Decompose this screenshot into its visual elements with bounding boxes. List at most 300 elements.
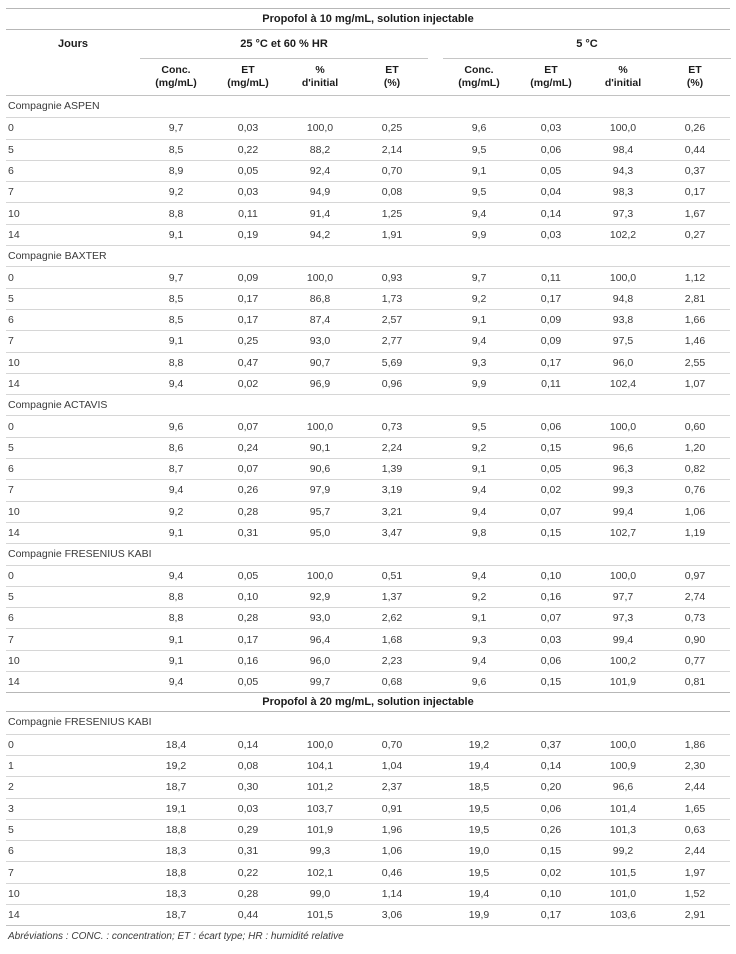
table-row <box>6 565 730 586</box>
day-cell: 1 <box>8 760 14 773</box>
cell-conc: 9,1 <box>471 463 487 476</box>
subheader-line1: ET <box>241 64 255 76</box>
cell-et: 0,02 <box>540 484 562 497</box>
subheader-et-pct <box>356 59 428 95</box>
cell-pct-initial: 100,2 <box>609 654 637 667</box>
cell-et: 0,07 <box>540 612 562 625</box>
cell-et-pct: 0,90 <box>684 633 706 646</box>
cell-pct-initial: 96,4 <box>309 633 331 646</box>
cell-conc: 9,5 <box>471 143 487 156</box>
cell-conc: 9,4 <box>168 676 184 689</box>
cell-conc: 8,6 <box>168 441 184 454</box>
cell-et: 0,20 <box>540 781 562 794</box>
table-row <box>6 415 730 436</box>
cell-et-pct: 0,82 <box>684 463 706 476</box>
cell-conc: 9,8 <box>471 527 487 540</box>
cell-et: 0,17 <box>237 292 259 305</box>
cell-conc: 18,7 <box>165 909 187 922</box>
table-title: Propofol à 20 mg/mL, solution injectable <box>6 692 730 712</box>
cell-et-pct: 1,19 <box>684 527 706 540</box>
table-row <box>6 883 730 904</box>
cell-et-pct: 1,14 <box>381 887 403 900</box>
cell-conc: 18,7 <box>165 781 187 794</box>
cell-conc: 9,6 <box>168 420 184 433</box>
day-cell: 10 <box>8 654 20 667</box>
cell-conc: 18,8 <box>165 866 187 879</box>
cell-et-pct: 0,25 <box>381 122 403 135</box>
cell-et-pct: 1,66 <box>684 314 706 327</box>
cell-et-pct: 1,86 <box>684 738 706 751</box>
cell-pct-initial: 94,3 <box>612 165 634 178</box>
subheader-line2: (mg/mL) <box>227 76 269 89</box>
cell-et-pct: 2,37 <box>381 781 403 794</box>
cell-et: 0,09 <box>540 335 562 348</box>
cell-conc: 8,7 <box>168 463 184 476</box>
day-cell: 14 <box>8 527 20 540</box>
cell-et: 0,05 <box>237 569 259 582</box>
section-row <box>6 712 730 733</box>
table-row <box>6 798 730 819</box>
cell-et: 0,19 <box>237 228 259 241</box>
cell-et-pct: 2,77 <box>381 335 403 348</box>
cell-et: 0,14 <box>237 738 259 751</box>
cell-pct-initial: 86,8 <box>309 292 331 305</box>
cell-et: 0,07 <box>540 505 562 518</box>
cell-et-pct: 1,25 <box>381 207 403 220</box>
cell-et-pct: 1,07 <box>684 378 706 390</box>
day-cell: 10 <box>8 505 20 518</box>
cell-pct-initial: 102,7 <box>609 527 637 540</box>
cell-et-pct: 2,23 <box>381 654 403 667</box>
cell-et-pct: 0,97 <box>684 569 706 582</box>
day-cell: 0 <box>8 420 14 433</box>
cell-pct-initial: 100,0 <box>609 271 637 284</box>
cell-et-pct: 1,68 <box>381 633 403 646</box>
cell-conc: 18,5 <box>468 781 490 794</box>
cell-et-pct: 0,73 <box>381 420 403 433</box>
cell-pct-initial: 101,5 <box>609 866 637 879</box>
cell-et: 0,47 <box>237 356 259 369</box>
cell-et: 0,05 <box>540 165 562 178</box>
cell-conc: 18,3 <box>165 845 187 858</box>
cell-pct-initial: 90,7 <box>309 356 331 369</box>
cell-et-pct: 0,81 <box>684 676 706 689</box>
day-cell: 7 <box>8 866 14 879</box>
table-row <box>6 628 730 649</box>
cell-conc: 19,1 <box>165 802 187 815</box>
cell-et: 0,02 <box>237 378 259 390</box>
cell-pct-initial: 100,0 <box>609 420 637 433</box>
cell-et: 0,08 <box>237 760 259 773</box>
table-row <box>6 671 730 692</box>
cell-et-pct: 1,97 <box>684 866 706 879</box>
cell-et-pct: 1,12 <box>684 271 706 284</box>
cell-et: 0,11 <box>541 271 561 284</box>
cell-et: 0,25 <box>237 335 259 348</box>
cell-et: 0,24 <box>237 441 259 454</box>
cell-conc: 18,3 <box>165 887 187 900</box>
cell-pct-initial: 88,2 <box>309 143 331 156</box>
cell-et: 0,29 <box>237 823 259 836</box>
subheader-line1: % <box>315 64 325 76</box>
day-cell: 14 <box>8 228 20 241</box>
day-cell: 6 <box>8 463 14 476</box>
subheader-pct-initial <box>284 59 356 95</box>
cell-pct-initial: 98,4 <box>612 143 634 156</box>
cell-et-pct: 0,63 <box>684 823 706 836</box>
cell-pct-initial: 94,2 <box>309 228 331 241</box>
cell-conc: 9,2 <box>471 441 487 454</box>
cell-conc: 9,7 <box>168 122 184 135</box>
cell-et-pct: 0,17 <box>684 186 706 199</box>
day-cell: 0 <box>8 122 14 135</box>
table-row <box>6 607 730 628</box>
cell-et-pct: 0,08 <box>381 186 403 199</box>
cell-et: 0,03 <box>540 122 562 135</box>
cell-et-pct: 2,44 <box>684 781 706 794</box>
cell-et: 0,06 <box>540 420 562 433</box>
subheader-line1: Conc. <box>464 64 494 76</box>
cell-et-pct: 1,39 <box>381 463 403 476</box>
cell-et: 0,17 <box>540 356 562 369</box>
cell-conc: 9,2 <box>168 186 184 199</box>
cell-et-pct: 2,14 <box>381 143 403 156</box>
day-cell: 14 <box>8 909 20 922</box>
cell-conc: 18,4 <box>165 738 187 751</box>
cell-conc: 19,5 <box>468 866 490 879</box>
cell-et: 0,03 <box>237 802 259 815</box>
table-row <box>6 437 730 458</box>
cell-et: 0,03 <box>237 186 259 199</box>
cell-et-pct: 1,06 <box>381 845 403 858</box>
day-cell: 6 <box>8 612 14 625</box>
cell-et-pct: 1,52 <box>684 887 706 900</box>
cell-et: 0,07 <box>237 420 259 433</box>
cell-et: 0,10 <box>237 590 259 603</box>
cell-pct-initial: 96,3 <box>612 463 634 476</box>
subheader-et <box>515 59 587 95</box>
subheader-pct-initial <box>587 59 659 95</box>
section-row <box>6 394 730 415</box>
subheader-conc <box>140 59 212 95</box>
cell-et-pct: 0,27 <box>684 228 706 241</box>
cell-et: 0,10 <box>540 569 562 582</box>
cell-pct-initial: 90,6 <box>309 463 331 476</box>
cell-pct-initial: 93,8 <box>612 314 634 327</box>
cell-et-pct: 2,81 <box>684 292 706 305</box>
day-cell: 7 <box>8 633 14 646</box>
cell-conc: 9,9 <box>471 378 487 390</box>
cell-conc: 19,9 <box>468 909 490 922</box>
column-header <box>6 30 730 96</box>
subheader-line1: ET <box>385 64 399 76</box>
cell-et: 0,15 <box>540 676 562 689</box>
table-row <box>6 266 730 287</box>
subheader-line2: (%) <box>383 76 401 89</box>
cell-et-pct: 0,46 <box>381 866 403 879</box>
subheader-line2: (mg/mL) <box>155 76 197 89</box>
cell-et: 0,30 <box>237 781 259 794</box>
day-cell: 14 <box>8 676 20 689</box>
cell-et: 0,06 <box>540 654 562 667</box>
cell-et: 0,05 <box>540 463 562 476</box>
cell-pct-initial: 96,0 <box>612 356 634 369</box>
cell-et-pct: 1,20 <box>684 441 706 454</box>
cell-et: 0,06 <box>540 802 562 815</box>
table-row <box>6 861 730 882</box>
days-column-header: Jours <box>58 38 88 50</box>
cell-conc: 9,2 <box>168 505 184 518</box>
cell-et-pct: 0,26 <box>684 122 706 135</box>
cell-et: 0,03 <box>237 122 259 135</box>
table-row <box>6 139 730 160</box>
cell-pct-initial: 96,9 <box>309 378 331 390</box>
day-cell: 7 <box>8 484 14 497</box>
cell-conc: 9,4 <box>471 505 487 518</box>
document-page <box>6 8 730 942</box>
cell-et: 0,11 <box>541 378 561 390</box>
cell-et-pct: 1,96 <box>381 823 403 836</box>
day-cell: 14 <box>8 378 20 390</box>
cell-pct-initial: 93,0 <box>309 612 331 625</box>
cell-conc: 9,1 <box>168 335 184 348</box>
cell-et: 0,15 <box>540 527 562 540</box>
section-row <box>6 543 730 564</box>
cell-pct-initial: 97,5 <box>612 335 634 348</box>
section-row <box>6 245 730 266</box>
cell-conc: 9,4 <box>168 378 184 390</box>
subheader-line1: Conc. <box>161 64 191 76</box>
cell-et-pct: 0,51 <box>381 569 403 582</box>
subheader-et-pct <box>659 59 731 95</box>
cell-et-pct: 2,91 <box>684 909 706 922</box>
table-row <box>6 160 730 181</box>
table-row <box>6 776 730 797</box>
cell-et-pct: 3,06 <box>381 909 403 922</box>
table-row <box>6 522 730 543</box>
cell-conc: 19,2 <box>468 738 490 751</box>
cell-pct-initial: 92,9 <box>309 590 331 603</box>
day-cell: 5 <box>8 143 14 156</box>
cell-et: 0,31 <box>237 527 259 540</box>
day-cell: 5 <box>8 590 14 603</box>
cell-conc: 9,1 <box>168 228 184 241</box>
cell-conc: 8,5 <box>168 292 184 305</box>
table-row <box>6 458 730 479</box>
cell-et-pct: 0,77 <box>684 654 706 667</box>
cell-pct-initial: 96,6 <box>612 781 634 794</box>
cell-et: 0,03 <box>540 228 562 241</box>
temp-group-header-5c: 5 °C <box>443 35 731 59</box>
subheader-line1: % <box>618 64 628 76</box>
cell-pct-initial: 94,8 <box>612 292 634 305</box>
table-row <box>6 904 730 925</box>
cell-et-pct: 0,91 <box>381 802 403 815</box>
cell-pct-initial: 103,6 <box>609 909 637 922</box>
cell-et-pct: 0,73 <box>684 612 706 625</box>
cell-pct-initial: 98,3 <box>612 186 634 199</box>
cell-pct-initial: 97,3 <box>612 612 634 625</box>
cell-conc: 9,4 <box>168 484 184 497</box>
company-label: Compagnie BAXTER <box>8 250 107 263</box>
table-row <box>6 202 730 223</box>
cell-pct-initial: 97,7 <box>612 590 634 603</box>
cell-et-pct: 1,46 <box>684 335 706 348</box>
day-cell: 5 <box>8 823 14 836</box>
cell-pct-initial: 99,2 <box>612 845 634 858</box>
subheader-line1: ET <box>544 64 558 76</box>
cell-et: 0,07 <box>237 463 259 476</box>
cell-pct-initial: 99,3 <box>612 484 634 497</box>
cell-conc: 9,3 <box>471 633 487 646</box>
cell-pct-initial: 99,4 <box>612 505 634 518</box>
cell-conc: 9,6 <box>471 676 487 689</box>
cell-pct-initial: 102,1 <box>306 866 334 879</box>
cell-pct-initial: 100,0 <box>609 122 637 135</box>
cell-pct-initial: 96,6 <box>612 441 634 454</box>
day-cell: 10 <box>8 887 20 900</box>
cell-et-pct: 2,30 <box>684 760 706 773</box>
cell-et: 0,22 <box>237 866 259 879</box>
cell-conc: 9,1 <box>168 527 184 540</box>
cell-conc: 9,1 <box>471 612 487 625</box>
cell-pct-initial: 100,0 <box>306 271 334 284</box>
cell-conc: 9,4 <box>471 654 487 667</box>
cell-et-pct: 2,62 <box>381 612 403 625</box>
tables-container <box>6 96 730 925</box>
cell-conc: 8,9 <box>168 165 184 178</box>
cell-conc: 9,1 <box>168 633 184 646</box>
cell-et: 0,06 <box>540 143 562 156</box>
cell-pct-initial: 100,9 <box>609 760 637 773</box>
cell-conc: 9,3 <box>471 356 487 369</box>
cell-et: 0,26 <box>237 484 259 497</box>
cell-et: 0,14 <box>540 760 562 773</box>
cell-pct-initial: 102,4 <box>609 378 637 390</box>
cell-et-pct: 1,04 <box>381 760 403 773</box>
cell-et-pct: 0,68 <box>381 676 403 689</box>
cell-pct-initial: 101,2 <box>306 781 334 794</box>
cell-conc: 9,5 <box>471 420 487 433</box>
cell-conc: 9,2 <box>471 590 487 603</box>
cell-conc: 8,8 <box>168 590 184 603</box>
subheader-et <box>212 59 284 95</box>
table-row <box>6 586 730 607</box>
cell-et-pct: 0,70 <box>381 738 403 751</box>
cell-et-pct: 2,55 <box>684 356 706 369</box>
cell-pct-initial: 101,0 <box>609 887 637 900</box>
cell-et: 0,03 <box>540 633 562 646</box>
cell-et-pct: 2,24 <box>381 441 403 454</box>
day-cell: 5 <box>8 441 14 454</box>
cell-pct-initial: 91,4 <box>309 207 331 220</box>
cell-et: 0,17 <box>540 909 562 922</box>
cell-pct-initial: 87,4 <box>309 314 331 327</box>
cell-conc: 19,0 <box>468 845 490 858</box>
cell-et-pct: 1,65 <box>684 802 706 815</box>
cell-conc: 9,5 <box>471 186 487 199</box>
cell-et: 0,04 <box>540 186 562 199</box>
cell-conc: 9,4 <box>471 207 487 220</box>
table-row <box>6 288 730 309</box>
cell-conc: 9,6 <box>471 122 487 135</box>
table-row <box>6 501 730 522</box>
day-cell: 0 <box>8 271 14 284</box>
cell-conc: 9,9 <box>471 228 487 241</box>
subheader-line2: (mg/mL) <box>458 76 500 89</box>
cell-et: 0,28 <box>237 505 259 518</box>
cell-et: 0,15 <box>540 441 562 454</box>
day-cell: 6 <box>8 845 14 858</box>
cell-et: 0,44 <box>237 909 259 922</box>
cell-pct-initial: 103,7 <box>306 802 334 815</box>
cell-et-pct: 1,37 <box>381 590 403 603</box>
cell-et: 0,31 <box>237 845 259 858</box>
cell-pct-initial: 99,4 <box>612 633 634 646</box>
table-row <box>6 819 730 840</box>
day-cell: 5 <box>8 292 14 305</box>
subheader-line2: d'initial <box>301 76 339 89</box>
cell-pct-initial: 95,7 <box>309 505 331 518</box>
cell-et-pct: 3,47 <box>381 527 403 540</box>
cell-pct-initial: 100,0 <box>306 738 334 751</box>
table-row <box>6 181 730 202</box>
cell-conc: 8,5 <box>168 314 184 327</box>
cell-pct-initial: 95,0 <box>309 527 331 540</box>
cell-et: 0,11 <box>238 207 258 220</box>
company-label: Compagnie ASPEN <box>8 100 100 112</box>
cell-pct-initial: 101,5 <box>306 909 334 922</box>
day-cell: 2 <box>8 781 14 794</box>
cell-conc: 19,5 <box>468 802 490 815</box>
cell-conc: 9,1 <box>471 165 487 178</box>
cell-conc: 8,5 <box>168 143 184 156</box>
cell-et: 0,17 <box>237 633 259 646</box>
cell-et-pct: 0,60 <box>684 420 706 433</box>
cell-conc: 8,8 <box>168 207 184 220</box>
cell-pct-initial: 100,0 <box>306 420 334 433</box>
cell-et-pct: 0,93 <box>381 271 403 284</box>
table-title: Propofol à 10 mg/mL, solution injectable <box>6 8 730 30</box>
cell-et-pct: 2,57 <box>381 314 403 327</box>
cell-et: 0,16 <box>237 654 259 667</box>
cell-et-pct: 1,73 <box>381 292 403 305</box>
cell-et-pct: 2,44 <box>684 845 706 858</box>
table-row <box>6 734 730 755</box>
cell-pct-initial: 97,9 <box>309 484 331 497</box>
table-row <box>6 309 730 330</box>
cell-et-pct: 1,67 <box>684 207 706 220</box>
cell-conc: 9,1 <box>471 314 487 327</box>
cell-pct-initial: 90,1 <box>309 441 331 454</box>
cell-pct-initial: 94,9 <box>309 186 331 199</box>
subheader-line2: (%) <box>686 76 704 89</box>
cell-et: 0,10 <box>540 887 562 900</box>
table-row <box>6 224 730 245</box>
cell-et: 0,17 <box>237 314 259 327</box>
cell-pct-initial: 96,0 <box>309 654 331 667</box>
cell-et-pct: 0,76 <box>684 484 706 497</box>
cell-et-pct: 0,70 <box>381 165 403 178</box>
cell-pct-initial: 99,3 <box>309 845 331 858</box>
table-row <box>6 840 730 861</box>
cell-et: 0,37 <box>540 738 562 751</box>
cell-et: 0,28 <box>237 887 259 900</box>
cell-et: 0,02 <box>540 866 562 879</box>
cell-pct-initial: 99,7 <box>309 676 331 689</box>
cell-conc: 19,4 <box>468 760 490 773</box>
day-cell: 0 <box>8 569 14 582</box>
